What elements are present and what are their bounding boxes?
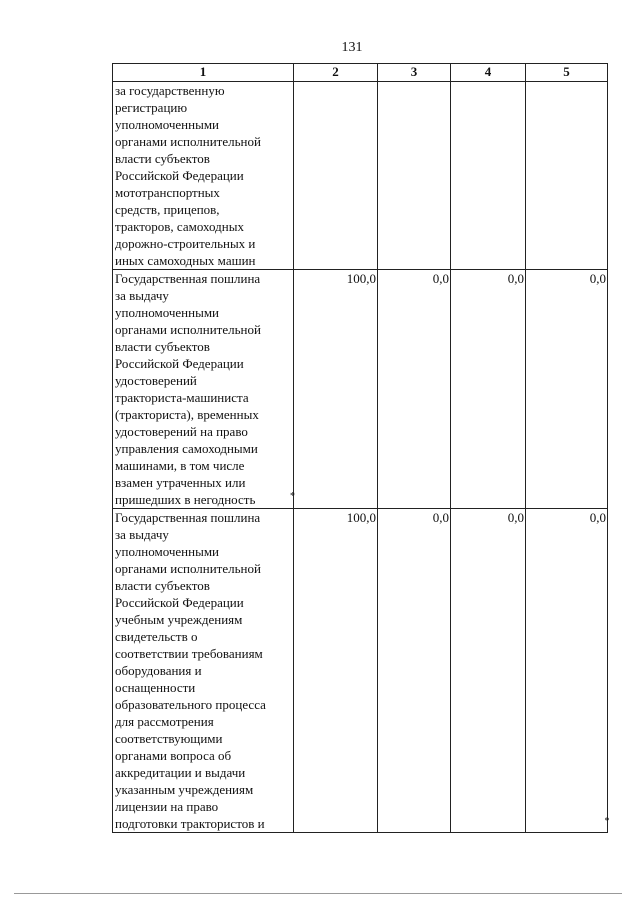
column-header-2: 2 [294, 64, 378, 82]
row-description [113, 509, 294, 833]
value-col-5: 0,0 [526, 270, 608, 509]
column-header-1: 1 [113, 64, 294, 82]
page-number: 131 [341, 40, 363, 55]
footnote-mark: * [604, 815, 610, 827]
row-description-text: Государственная пошлина за выдачу уполномоченными органами исполнительной власти субъектов Российской Федерации удостоверений тракториста-машиниста (тракториста), временных удостоверений на право управления самоходными машинами, в том числе взамен утраченных или пришедших в негодность [115, 271, 261, 507]
table-row [113, 509, 608, 833]
table-row [113, 270, 608, 509]
table-row [113, 82, 608, 270]
row-description-text: Государственная пошлина за выдачу уполномоченными органами исполнительной власти субъектов Российской Федерации учебным учреждениям свидетельств о соответствии требованиям оборудования и оснащенности образовательного процесса для рассмотрения соответствующими органами вопроса об аккредитации и выдачи указанным учреждениям лицензии на право подготовки трактористов и [115, 510, 266, 831]
header-row [113, 64, 608, 82]
value-col-4 [451, 82, 526, 270]
column-header-3: 3 [378, 64, 451, 82]
value-col-4: 0,0 [451, 270, 526, 509]
value-col-2: 100,0 [294, 270, 378, 509]
value-col-3 [378, 82, 451, 270]
value-col-2: 100,0 [294, 509, 378, 833]
bottom-rule [14, 893, 622, 894]
value-col-3: 0,0 [378, 509, 451, 833]
value-col-5: 0,0 [526, 509, 608, 833]
value-col-5 [526, 82, 608, 270]
value-col-3: 0,0 [378, 270, 451, 509]
column-header-4: 4 [451, 64, 526, 82]
row-description [113, 270, 294, 509]
column-header-5: 5 [526, 64, 608, 82]
budget-table [112, 63, 608, 833]
row-description-text: за государственную регистрацию уполномоченными органами исполнительной власти субъектов Российской Федерации мототранспортных средств, прицепов, тракторов, самоходных дорожно-строительных и иных самоходных машин [115, 83, 261, 268]
value-col-4: 0,0 [451, 509, 526, 833]
value-col-2 [294, 82, 378, 270]
footnote-mark: * [290, 491, 295, 502]
